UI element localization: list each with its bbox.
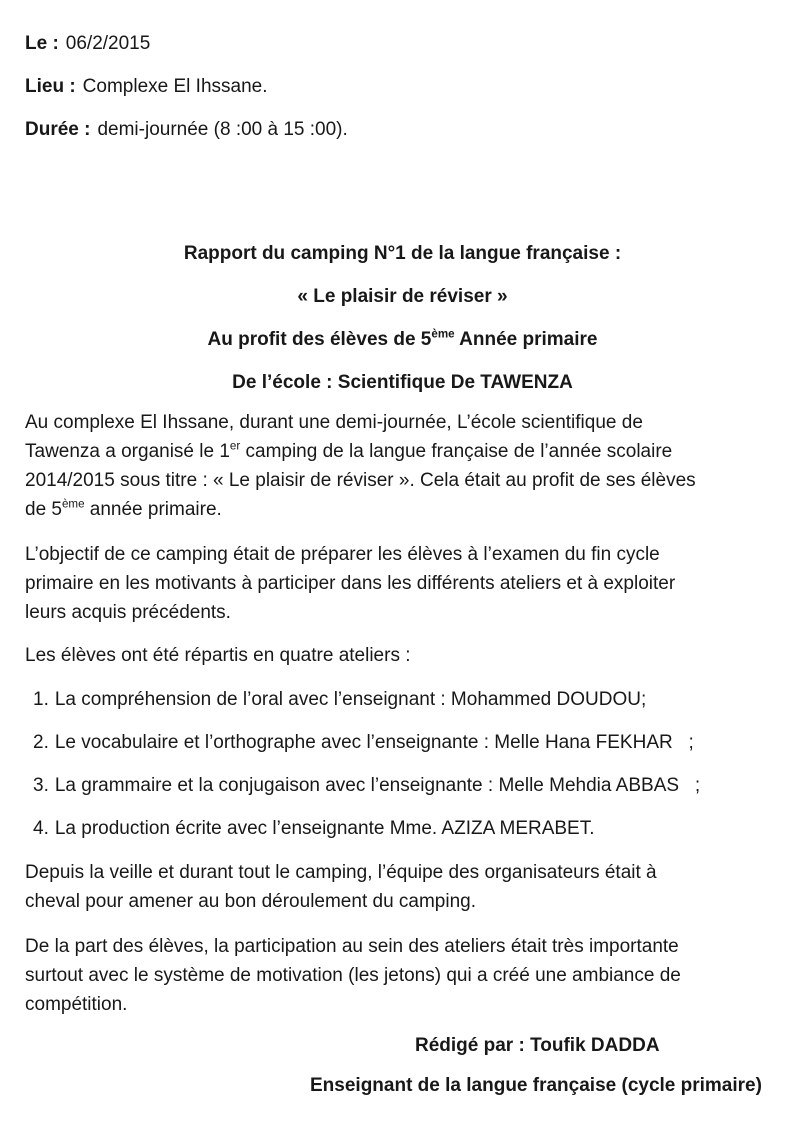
signature-role: Enseignant de la langue française (cycle primaire) <box>310 1075 762 1096</box>
list-item-4-text: La production écrite avec l’enseignante Mme. AZIZA MERABET. <box>54 818 595 839</box>
list-item-3 <box>25 771 780 800</box>
meta-place <box>25 76 780 98</box>
ateliers-list <box>25 685 780 843</box>
paragraph-intro-line <box>25 495 780 524</box>
paragraph-intro-line: 2014/2015 sous titre : « Le plaisir de réviser ». Cela était au profit de ses élèves <box>25 470 696 491</box>
paragraph-objective <box>25 540 780 627</box>
paragraph-participation <box>25 932 780 1019</box>
paragraph-intro-text: de 5 <box>25 499 62 520</box>
list-item-1-text: La compréhension de l’oral avec l’enseignant : Mohammed DOUDOU; <box>54 689 647 710</box>
paragraph-intro-text: Tawenza a organisé le 1 <box>25 441 230 462</box>
title-block <box>25 243 780 394</box>
report-title: Rapport du camping N°1 de la langue française : <box>183 243 622 264</box>
report-subtitle: « Le plaisir de réviser » <box>297 286 508 307</box>
meta-date-label: Le : <box>25 33 59 54</box>
meta-place-value: Complexe El Ihssane. <box>82 76 268 97</box>
report-audience <box>25 329 780 351</box>
list-item-3-text: La grammaire et la conjugaison avec l’enseignante : Melle Mehdia ABBAS ; <box>54 775 701 796</box>
meta-duration-label: Durée : <box>25 119 91 140</box>
ordinal-eme: ème <box>61 498 85 511</box>
meta-place-label: Lieu : <box>25 76 76 97</box>
paragraph-intro-line <box>25 437 780 466</box>
paragraph-objective-line: L’objectif de ce camping était de préparer les élèves à l’examen du fin cycle <box>25 544 660 565</box>
report-audience-text: Au profit des élèves de 5 <box>207 329 432 350</box>
report-school: De l’école : Scientifique De TAWENZA <box>232 372 573 393</box>
paragraph-participation-line: surtout avec le système de motivation (les jetons) qui a créé une ambiance de <box>25 965 681 986</box>
list-item-1-number: 1. <box>33 689 49 710</box>
list-item-2 <box>25 728 780 757</box>
list-item-3-number: 3. <box>33 775 49 796</box>
paragraph-organisateurs <box>25 858 780 916</box>
paragraph-participation-line: compétition. <box>25 994 128 1015</box>
list-item-4 <box>25 814 780 843</box>
meta-block <box>25 33 780 141</box>
paragraph-intro <box>25 408 780 524</box>
list-item-2-number: 2. <box>33 732 49 753</box>
list-item-1 <box>25 685 780 714</box>
meta-duration-value: demi-journée (8 :00 à 15 :00). <box>97 119 348 140</box>
report-audience-ordinal: ème <box>431 328 455 341</box>
meta-date-value: 06/2/2015 <box>65 33 151 54</box>
meta-duration <box>25 119 780 141</box>
paragraph-intro-text-end: camping de la langue française de l’année scolaire <box>240 441 673 462</box>
signature-block <box>25 1035 780 1097</box>
meta-date <box>25 33 780 55</box>
paragraph-intro-text-end: année primaire. <box>84 499 222 520</box>
paragraph-ateliers-lead <box>25 641 780 670</box>
signature-author: Rédigé par : Toufik DADDA <box>415 1035 660 1056</box>
paragraph-ateliers-lead-line: Les élèves ont été répartis en quatre ateliers : <box>25 645 411 666</box>
paragraph-organisateurs-line: Depuis la veille et durant tout le camping, l’équipe des organisateurs était à <box>25 862 657 883</box>
report-audience-text-end: Année primaire <box>454 329 598 350</box>
paragraph-intro-line: Au complexe El Ihssane, durant une demi-journée, L’école scientifique de <box>25 412 643 433</box>
ordinal-er: er <box>229 440 241 453</box>
paragraph-objective-line: leurs acquis précédents. <box>25 602 231 623</box>
paragraph-participation-line: De la part des élèves, la participation au sein des ateliers était très importante <box>25 936 679 957</box>
list-item-4-number: 4. <box>33 818 49 839</box>
paragraph-objective-line: primaire en les motivants à participer dans les différents ateliers et à exploiter <box>25 573 676 594</box>
paragraph-organisateurs-line: cheval pour amener au bon déroulement du camping. <box>25 891 477 912</box>
list-item-2-text: Le vocabulaire et l’orthographe avec l’enseignante : Melle Hana FEKHAR ; <box>54 732 694 753</box>
